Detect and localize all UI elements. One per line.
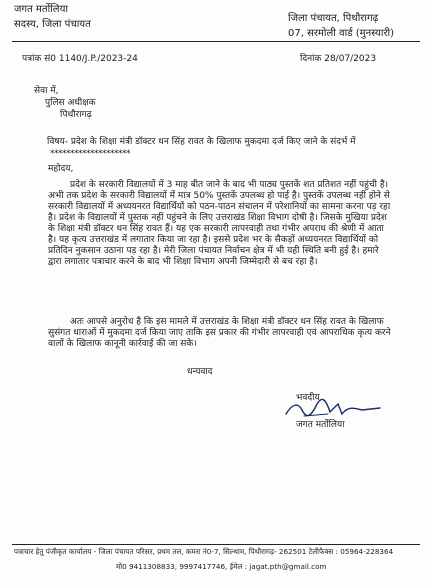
recipient-title: पुलिस अधीक्षक (45, 98, 96, 108)
salutation: महोदय, (48, 164, 74, 174)
sender-designation: सदस्य, जिला पंचायत (14, 19, 91, 30)
signatory-name: जगत मर्तोलिया (296, 420, 345, 430)
date-label: दिनांक (300, 54, 322, 64)
footer-contact: मो0 9411308833, 9997417746, ईमेल : jagat.pth@gmail.com (116, 562, 327, 571)
recipient-greeting: सेवा में, (34, 86, 59, 96)
footer-address: पत्राचार हेतु पंजीकृत कार्यालय - जिला पंचायत परिसर, प्रथम तल, कमरा नं0-7, सिल्थाम, पिथौरागढ़- 262501 टेलीफैक्स : 05964-228364 (14, 547, 394, 556)
subject-line: विषय- प्रदेश के शिक्षा मंत्री डॉक्टर धन सिंह रावत के खिलाफ मुकदमा दर्ज किए जाने के संदर्भ में (47, 137, 356, 147)
footer-divider (12, 544, 420, 545)
thanks-text: धन्यवाद (187, 367, 213, 377)
patrank-value: 1140/J.P./2023-24 (58, 54, 138, 64)
letter-date (300, 55, 376, 64)
subject-underline: ******************** (50, 149, 130, 159)
sender-name: जगत मर्तोलिया (14, 4, 68, 15)
date-value: 28/07/2023 (324, 54, 377, 64)
ward-name: 07, सरमोली वार्ड (मुनस्यारी) (288, 28, 395, 39)
recipient-place: पिथौरागढ़ (60, 110, 92, 120)
patrank-label: पत्रांक सं0 (22, 54, 56, 64)
header-divider (12, 41, 420, 42)
reference-number (22, 55, 138, 64)
office-name: जिला पंचायत, पिथौरागढ़ (288, 13, 379, 24)
body-paragraph-1: प्रदेश के सरकारी विद्यालयों में 3 माह बीत जाने के बाद भी पाठ्य पुस्तकें शत प्रतिशत नहीं पहुंची है। अभी तक प्रदेश के सरकारी विद्यालयों में मात्र 50% पुस्तकें उपलब्ध हो पाई है। पुस्तकें उपलब्ध नहीं होने से सरकारी विद्यालयों में अध्ययनरत विद्यार्थियों को पठन-पाठन संचालन में परेशानियों का सामना करना पड़ रहा है। प्रदेश के विद्यालयों में पुस्तक नहीं पहुंचने के लिए उत्तराखंड शिक्षा विभाग दोषी है। जिसके मुखिया प्रदेश के शिक्षा मंत्री डॉक्टर धन सिंह रावत हैं। यह एक सरकारी लापरवाही तथा गंभीर अपराध की श्रेणी में आता है। यह कृत्य उत्तराखंड में लगातार किया जा रहा है। इससे प्रदेश भर के सैकड़ों अध्ययनरत विद्यार्थियों को प्रतिदिन नुकसान उठाना पड़ रहा है। मेरी जिला पंचायत निर्वाचन क्षेत्र में भी यही स्थिति बनी हुई है। हमारे द्वारा लगातार पत्राचार करने के बाद भी शिक्षा विभाग अपनी जिम्मेदारी से बच रहा है। (48, 180, 391, 267)
body-paragraph-2: अतः आपसे अनुरोध है कि इस मामले में उत्तराखंड के शिक्षा मंत्री डॉक्टर धन सिंह रावत के खिलाफ सुसंगत धाराओं में मुकदमा दर्ज किया जाए ताकि इस प्रकार की गंभीर लापरवाही एवं आपराधिक कृत्य करने वालों के खिलाफ कानूनी कार्रवाई की जा सके। (48, 317, 391, 349)
closing-text: भवदीय (296, 393, 320, 403)
signature-block (282, 390, 392, 460)
